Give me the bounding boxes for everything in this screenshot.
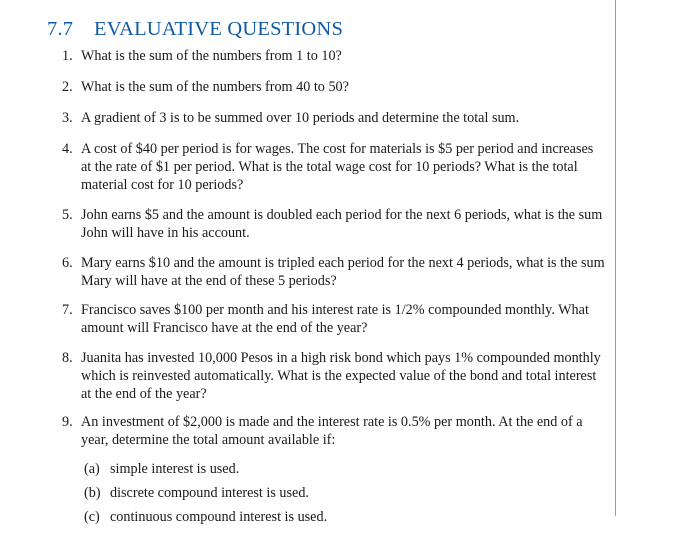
question-text: A gradient of 3 is to be summed over 10 periods and determine the total sum. [81, 110, 520, 126]
question-text: Francisco saves $100 per month and his interest rate is 1/2% compounded monthly. What amount will Francisco have at the end of the year? [81, 302, 589, 336]
section-number: 7.7 [47, 18, 74, 40]
subitem-text: simple interest is used. [110, 461, 240, 477]
question-text: What is the sum of the numbers from 1 to 10? [81, 48, 342, 64]
subitem-a [84, 460, 239, 478]
question-2 [62, 78, 607, 96]
question-8 [62, 349, 607, 403]
section-title: EVALUATIVE QUESTIONS [94, 18, 344, 40]
question-number: 8. [62, 350, 73, 366]
question-number: 9. [62, 414, 73, 430]
section-heading [47, 18, 343, 41]
question-text: An investment of $2,000 is made and the interest rate is 0.5% per month. At the end of a year, determine the total amount available if: [81, 414, 583, 448]
question-6 [62, 254, 607, 290]
subitem-label: (a) [84, 461, 100, 477]
question-7 [62, 301, 607, 337]
question-number: 7. [62, 302, 73, 318]
question-3 [62, 109, 607, 127]
question-4 [62, 140, 607, 194]
question-text: Mary earns $10 and the amount is tripled each period for the next 4 periods, what is the sum Mary will have at the end of these 5 periods? [81, 255, 605, 289]
question-9 [62, 413, 607, 449]
question-number: 6. [62, 255, 73, 271]
subitem-b [84, 484, 309, 502]
question-number: 4. [62, 141, 73, 157]
subitem-text: discrete compound interest is used. [110, 485, 309, 501]
question-text: John earns $5 and the amount is doubled each period for the next 6 periods, what is the sum John will have in his account. [81, 207, 603, 241]
subitem-c [84, 508, 327, 526]
question-number: 5. [62, 207, 73, 223]
question-text: A cost of $40 per period is for wages. The cost for materials is $5 per period and increases at the rate of $1 per period. What is the total wage cost for 10 periods? What is the total material cost for 10 periods? [81, 141, 594, 193]
question-number: 2. [62, 79, 73, 95]
subitem-text: continuous compound interest is used. [110, 509, 328, 525]
question-5 [62, 206, 607, 242]
question-text: What is the sum of the numbers from 40 to 50? [81, 79, 349, 95]
question-1 [62, 47, 607, 65]
question-number: 1. [62, 48, 73, 64]
subitem-label: (c) [84, 509, 100, 525]
question-number: 3. [62, 110, 73, 126]
subitem-label: (b) [84, 485, 101, 501]
page-edge-rule [615, 0, 616, 516]
question-text: Juanita has invested 10,000 Pesos in a high risk bond which pays 1% compounded monthly which is reinvested automatically. What is the expected value of the bond and total interest at the end of the year? [81, 350, 601, 402]
